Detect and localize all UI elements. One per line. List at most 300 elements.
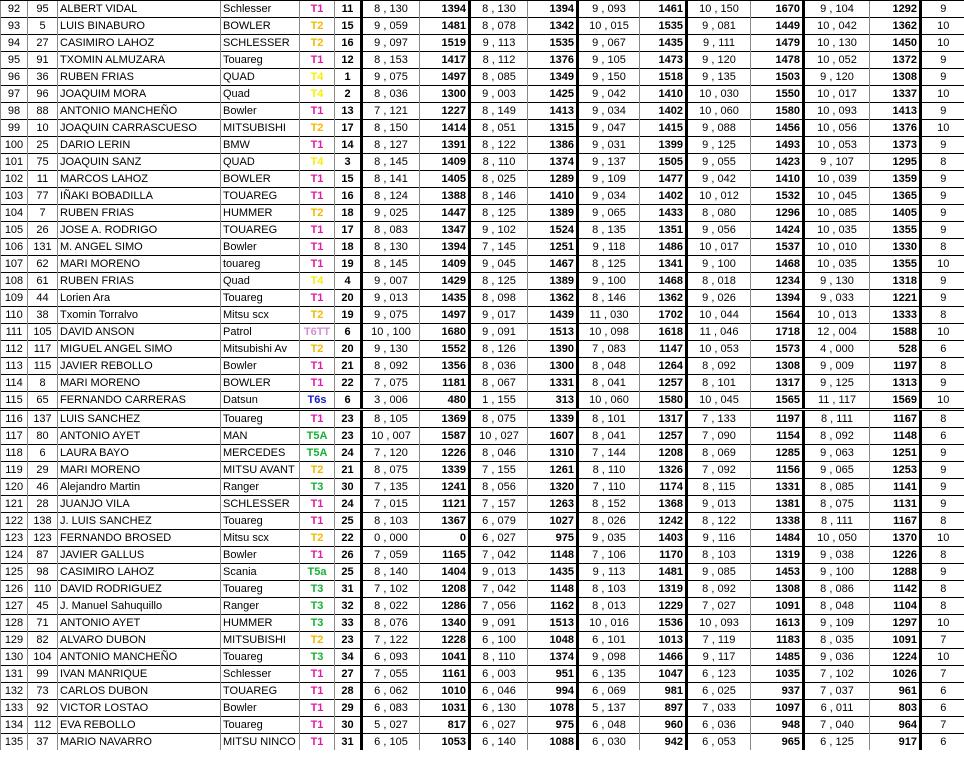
stage4-value-cell: 9 , 100 [687,256,751,273]
stage3-points-cell: 960 [640,717,687,734]
stage3-value-cell: 10 , 098 [578,324,640,341]
stage4-value-cell: 10 , 045 [687,392,751,410]
class-position-cell: 28 [335,683,362,700]
driver-name-cell: DAVID RODRIGUEZ [58,581,221,598]
vehicle-cell: QUAD [221,154,300,171]
table-row [1,564,964,581]
table-row [1,307,964,324]
stage5-value-cell: 7 , 102 [804,666,870,683]
stage1-points-cell: 1367 [420,513,470,530]
stage2-points-cell: 1289 [528,171,578,188]
stage1-points-cell: 1552 [420,341,470,358]
driver-name-cell: FERNANDO BROSED [58,530,221,547]
stage5-value-cell: 9 , 038 [804,547,870,564]
final-value-cell: 9 [921,445,964,462]
stage1-points-cell: 1405 [420,171,470,188]
stage4-points-cell: 948 [751,717,804,734]
driver-name-cell: JAVIER REBOLLO [58,358,221,375]
table-row [1,341,964,358]
class-cell: T4 [300,86,335,103]
stage5-points-cell: 1450 [870,35,921,52]
driver-name-cell: ALBERT VIDAL [58,1,221,18]
vehicle-cell: TOUAREG [221,683,300,700]
class-cell: T1 [300,171,335,188]
stage5-value-cell: 10 , 053 [804,137,870,154]
stage2-points-cell: 1376 [528,52,578,69]
stage1-value-cell: 5 , 027 [362,717,420,734]
class-position-cell: 26 [335,547,362,564]
stage4-value-cell: 8 , 092 [687,581,751,598]
final-value-cell: 9 [921,137,964,154]
class-cell: T1 [300,496,335,513]
stage4-value-cell: 9 , 056 [687,222,751,239]
stage2-points-cell: 1425 [528,86,578,103]
driver-name-cell: JAVIER GALLUS [58,547,221,564]
stage2-points-cell: 1048 [528,632,578,649]
stage5-value-cell: 9 , 100 [804,564,870,581]
stage2-points-cell: 1513 [528,324,578,341]
stage5-value-cell: 7 , 040 [804,717,870,734]
position-cell: 96 [1,69,28,86]
stage4-value-cell: 8 , 069 [687,445,751,462]
class-cell: T1 [300,290,335,307]
stage2-points-cell: 1389 [528,273,578,290]
stage1-value-cell: 9 , 007 [362,273,420,290]
entry-number-cell: 137 [28,410,58,428]
final-value-cell: 9 [921,69,964,86]
stage5-value-cell: 9 , 107 [804,154,870,171]
class-position-cell: 23 [335,428,362,445]
table-row [1,700,964,717]
position-cell: 101 [1,154,28,171]
stage5-value-cell: 8 , 092 [804,428,870,445]
stage4-points-cell: 1537 [751,239,804,256]
stage1-value-cell: 10 , 100 [362,324,420,341]
position-cell: 118 [1,445,28,462]
class-position-cell: 19 [335,256,362,273]
entry-number-cell: 88 [28,103,58,120]
table-row [1,632,964,649]
class-cell: T1 [300,52,335,69]
position-cell: 94 [1,35,28,52]
stage4-value-cell: 10 , 150 [687,1,751,18]
stage5-points-cell: 1224 [870,649,921,666]
class-cell: T3 [300,581,335,598]
final-value-cell: 9 [921,462,964,479]
stage1-value-cell: 7 , 102 [362,581,420,598]
stage3-points-cell: 942 [640,734,687,751]
table-row [1,86,964,103]
results-body [1,1,964,751]
entry-number-cell: 131 [28,239,58,256]
stage3-value-cell: 8 , 135 [578,222,640,239]
stage1-value-cell: 8 , 130 [362,1,420,18]
class-cell: T2 [300,35,335,52]
table-row [1,410,964,428]
stage5-points-cell: 1292 [870,1,921,18]
stage5-points-cell: 917 [870,734,921,751]
class-cell: T2 [300,205,335,222]
stage1-value-cell: 7 , 120 [362,445,420,462]
driver-name-cell: EVA REBOLLO [58,717,221,734]
vehicle-cell: Touareg [221,52,300,69]
stage2-value-cell: 7 , 056 [470,598,528,615]
table-row [1,52,964,69]
class-cell: T5A [300,428,335,445]
stage2-value-cell: 9 , 013 [470,564,528,581]
driver-name-cell: RUBEN FRIAS [58,205,221,222]
final-value-cell: 8 [921,239,964,256]
driver-name-cell: J. Manuel Sahuquillo [58,598,221,615]
stage4-points-cell: 1613 [751,615,804,632]
stage4-value-cell: 9 , 013 [687,496,751,513]
stage1-value-cell: 8 , 127 [362,137,420,154]
stage2-value-cell: 6 , 027 [470,530,528,547]
driver-name-cell: DARIO LERIN [58,137,221,154]
entry-number-cell: 62 [28,256,58,273]
position-cell: 104 [1,205,28,222]
class-cell: T2 [300,307,335,324]
position-cell: 122 [1,513,28,530]
vehicle-cell: Bowler [221,547,300,564]
stage4-value-cell: 9 , 042 [687,171,751,188]
stage2-value-cell: 8 , 110 [470,154,528,171]
stage2-value-cell: 7 , 042 [470,581,528,598]
class-position-cell: 2 [335,86,362,103]
class-cell: T2 [300,462,335,479]
entry-number-cell: 75 [28,154,58,171]
stage4-points-cell: 1308 [751,581,804,598]
stage1-value-cell: 7 , 015 [362,496,420,513]
stage3-value-cell: 7 , 110 [578,479,640,496]
entry-number-cell: 65 [28,392,58,410]
class-position-cell: 30 [335,479,362,496]
stage5-points-cell: 1413 [870,103,921,120]
stage4-points-cell: 1449 [751,18,804,35]
stage4-value-cell: 8 , 122 [687,513,751,530]
class-position-cell: 31 [335,581,362,598]
final-value-cell: 9 [921,375,964,392]
driver-name-cell: JOAQUIN CARRASCUESO [58,120,221,137]
stage4-value-cell: 9 , 125 [687,137,751,154]
stage5-value-cell: 10 , 085 [804,205,870,222]
stage1-points-cell: 1435 [420,290,470,307]
stage3-value-cell: 8 , 048 [578,358,640,375]
vehicle-cell: MITSU AVANT [221,462,300,479]
final-value-cell: 10 [921,615,964,632]
stage5-points-cell: 1337 [870,86,921,103]
stage1-points-cell: 1587 [420,428,470,445]
driver-name-cell: ALVARO DUBON [58,632,221,649]
stage3-value-cell: 8 , 152 [578,496,640,513]
stage1-value-cell: 8 , 092 [362,358,420,375]
stage1-points-cell: 1447 [420,205,470,222]
stage5-points-cell: 1308 [870,69,921,86]
class-cell: T1 [300,700,335,717]
table-row [1,69,964,86]
driver-name-cell: LUIS SANCHEZ [58,410,221,428]
stage5-value-cell: 10 , 035 [804,222,870,239]
vehicle-cell: Bowler [221,103,300,120]
stage3-points-cell: 1257 [640,375,687,392]
stage5-points-cell: 1359 [870,171,921,188]
stage4-value-cell: 9 , 117 [687,649,751,666]
position-cell: 109 [1,290,28,307]
position-cell: 131 [1,666,28,683]
final-value-cell: 10 [921,392,964,410]
stage5-points-cell: 1131 [870,496,921,513]
stage4-value-cell: 9 , 088 [687,120,751,137]
class-cell: T4 [300,69,335,86]
stage1-value-cell: 9 , 130 [362,341,420,358]
final-value-cell: 9 [921,1,964,18]
stage3-value-cell: 8 , 026 [578,513,640,530]
stage2-points-cell: 1148 [528,581,578,598]
stage2-value-cell: 8 , 125 [470,273,528,290]
stage4-points-cell: 1564 [751,307,804,324]
driver-name-cell: JOAQUIN SANZ [58,154,221,171]
position-cell: 102 [1,171,28,188]
entry-number-cell: 73 [28,683,58,700]
table-row [1,205,964,222]
stage1-points-cell: 1409 [420,154,470,171]
stage2-points-cell: 1390 [528,341,578,358]
stage2-value-cell: 9 , 045 [470,256,528,273]
stage2-value-cell: 8 , 149 [470,103,528,120]
driver-name-cell: RUBEN FRIAS [58,69,221,86]
stage5-value-cell: 8 , 035 [804,632,870,649]
class-cell: T1 [300,683,335,700]
stage1-points-cell: 1241 [420,479,470,496]
driver-name-cell: CARLOS DUBON [58,683,221,700]
stage2-points-cell: 1162 [528,598,578,615]
stage4-points-cell: 1670 [751,1,804,18]
stage1-points-cell: 1347 [420,222,470,239]
stage1-points-cell: 1388 [420,188,470,205]
final-value-cell: 10 [921,86,964,103]
stage3-points-cell: 1368 [640,496,687,513]
class-position-cell: 13 [335,103,362,120]
stage3-value-cell: 8 , 101 [578,410,640,428]
entry-number-cell: 98 [28,564,58,581]
stage3-value-cell: 9 , 035 [578,530,640,547]
stage2-value-cell: 8 , 085 [470,69,528,86]
final-value-cell: 9 [921,171,964,188]
stage1-points-cell: 1391 [420,137,470,154]
stage4-points-cell: 1091 [751,598,804,615]
position-cell: 93 [1,18,28,35]
final-value-cell: 8 [921,154,964,171]
vehicle-cell: Bowler [221,239,300,256]
stage4-value-cell: 8 , 101 [687,375,751,392]
entry-number-cell: 36 [28,69,58,86]
stage1-points-cell: 1300 [420,86,470,103]
stage3-points-cell: 1536 [640,615,687,632]
stage4-value-cell: 11 , 046 [687,324,751,341]
stage4-points-cell: 1718 [751,324,804,341]
stage3-value-cell: 9 , 109 [578,171,640,188]
stage3-points-cell: 1461 [640,1,687,18]
stage2-points-cell: 1339 [528,410,578,428]
stage1-value-cell: 7 , 135 [362,479,420,496]
stage1-points-cell: 1208 [420,581,470,598]
stage3-value-cell: 8 , 110 [578,462,640,479]
vehicle-cell: touareg [221,256,300,273]
stage3-points-cell: 1351 [640,222,687,239]
stage1-points-cell: 1429 [420,273,470,290]
stage4-value-cell: 10 , 044 [687,307,751,324]
stage4-value-cell: 9 , 085 [687,564,751,581]
class-position-cell: 25 [335,564,362,581]
stage2-value-cell: 8 , 056 [470,479,528,496]
position-cell: 98 [1,103,28,120]
final-value-cell: 9 [921,103,964,120]
stage2-value-cell: 9 , 091 [470,324,528,341]
stage1-points-cell: 1356 [420,358,470,375]
stage1-points-cell: 1286 [420,598,470,615]
stage4-points-cell: 1573 [751,341,804,358]
driver-name-cell: JOAQUIM MORA [58,86,221,103]
stage2-value-cell: 8 , 036 [470,358,528,375]
stage2-value-cell: 8 , 051 [470,120,528,137]
class-position-cell: 17 [335,222,362,239]
class-cell: T2 [300,120,335,137]
vehicle-cell: Bowler [221,358,300,375]
entry-number-cell: 115 [28,358,58,375]
entry-number-cell: 104 [28,649,58,666]
final-value-cell: 8 [921,513,964,530]
driver-name-cell: TXOMIN ALMUZARA [58,52,221,69]
driver-name-cell: J. LUIS SANCHEZ [58,513,221,530]
driver-name-cell: ANTONIO AYET [58,615,221,632]
stage4-value-cell: 8 , 103 [687,547,751,564]
stage5-value-cell: 6 , 125 [804,734,870,751]
stage1-points-cell: 1409 [420,256,470,273]
driver-name-cell: LAURA BAYO [58,445,221,462]
stage4-points-cell: 1424 [751,222,804,239]
final-value-cell: 10 [921,120,964,137]
stage1-points-cell: 1161 [420,666,470,683]
stage4-points-cell: 1394 [751,290,804,307]
stage2-points-cell: 1439 [528,307,578,324]
vehicle-cell: MITSU NINCO [221,734,300,751]
stage4-value-cell: 7 , 090 [687,428,751,445]
stage5-points-cell: 1288 [870,564,921,581]
stage5-value-cell: 10 , 045 [804,188,870,205]
stage3-points-cell: 1468 [640,273,687,290]
final-value-cell: 7 [921,717,964,734]
table-row [1,462,964,479]
stage4-value-cell: 10 , 017 [687,239,751,256]
stage3-points-cell: 1242 [640,513,687,530]
stage3-value-cell: 9 , 065 [578,205,640,222]
stage5-points-cell: 1313 [870,375,921,392]
stage4-points-cell: 1423 [751,154,804,171]
class-position-cell: 15 [335,18,362,35]
stage5-points-cell: 528 [870,341,921,358]
stage2-value-cell: 8 , 078 [470,18,528,35]
final-value-cell: 9 [921,290,964,307]
stage4-points-cell: 1308 [751,358,804,375]
stage4-value-cell: 7 , 133 [687,410,751,428]
class-cell: T2 [300,632,335,649]
stage3-points-cell: 1174 [640,479,687,496]
stage4-points-cell: 1234 [751,273,804,290]
stage3-value-cell: 9 , 042 [578,86,640,103]
stage3-value-cell: 9 , 034 [578,188,640,205]
vehicle-cell: Scania [221,564,300,581]
driver-name-cell: LUIS BINABURO [58,18,221,35]
class-position-cell: 16 [335,35,362,52]
stage4-value-cell: 8 , 080 [687,205,751,222]
entry-number-cell: 45 [28,598,58,615]
vehicle-cell: MITSUBISHI [221,632,300,649]
stage4-points-cell: 1331 [751,479,804,496]
stage5-points-cell: 1355 [870,222,921,239]
stage1-points-cell: 1339 [420,462,470,479]
class-position-cell: 23 [335,632,362,649]
class-cell: T3 [300,649,335,666]
class-cell: T1 [300,239,335,256]
stage2-value-cell: 6 , 130 [470,700,528,717]
stage2-points-cell: 1320 [528,479,578,496]
entry-number-cell: 7 [28,205,58,222]
stage4-points-cell: 1317 [751,375,804,392]
stage3-value-cell: 9 , 137 [578,154,640,171]
stage4-value-cell: 7 , 119 [687,632,751,649]
class-position-cell: 6 [335,324,362,341]
stage4-points-cell: 965 [751,734,804,751]
stage4-value-cell: 7 , 092 [687,462,751,479]
driver-name-cell: Txomin Torralvo [58,307,221,324]
vehicle-cell: Schlesser [221,1,300,18]
stage4-value-cell: 9 , 135 [687,69,751,86]
stage3-value-cell: 9 , 100 [578,273,640,290]
driver-name-cell: ANTONIO MANCHEÑO [58,649,221,666]
table-row [1,717,964,734]
stage2-points-cell: 1386 [528,137,578,154]
final-value-cell: 6 [921,341,964,358]
stage3-points-cell: 1466 [640,649,687,666]
stage4-points-cell: 1381 [751,496,804,513]
stage3-value-cell: 6 , 069 [578,683,640,700]
final-value-cell: 9 [921,496,964,513]
vehicle-cell: Bowler [221,700,300,717]
stage4-points-cell: 1154 [751,428,804,445]
vehicle-cell: BMW [221,137,300,154]
stage3-points-cell: 1580 [640,392,687,410]
stage4-value-cell: 9 , 111 [687,35,751,52]
stage3-value-cell: 6 , 135 [578,666,640,683]
stage3-value-cell: 8 , 146 [578,290,640,307]
stage4-value-cell: 8 , 092 [687,358,751,375]
class-position-cell: 18 [335,205,362,222]
stage5-value-cell: 8 , 111 [804,410,870,428]
stage2-points-cell: 1148 [528,547,578,564]
stage3-value-cell: 9 , 118 [578,239,640,256]
stage2-points-cell: 975 [528,530,578,547]
vehicle-cell: Patrol [221,324,300,341]
stage1-points-cell: 1181 [420,375,470,392]
entry-number-cell: 112 [28,717,58,734]
vehicle-cell: MERCEDES [221,445,300,462]
class-cell: T2 [300,341,335,358]
stage5-points-cell: 1370 [870,530,921,547]
stage3-value-cell: 8 , 013 [578,598,640,615]
entry-number-cell: 87 [28,547,58,564]
stage5-points-cell: 1330 [870,239,921,256]
table-row [1,290,964,307]
